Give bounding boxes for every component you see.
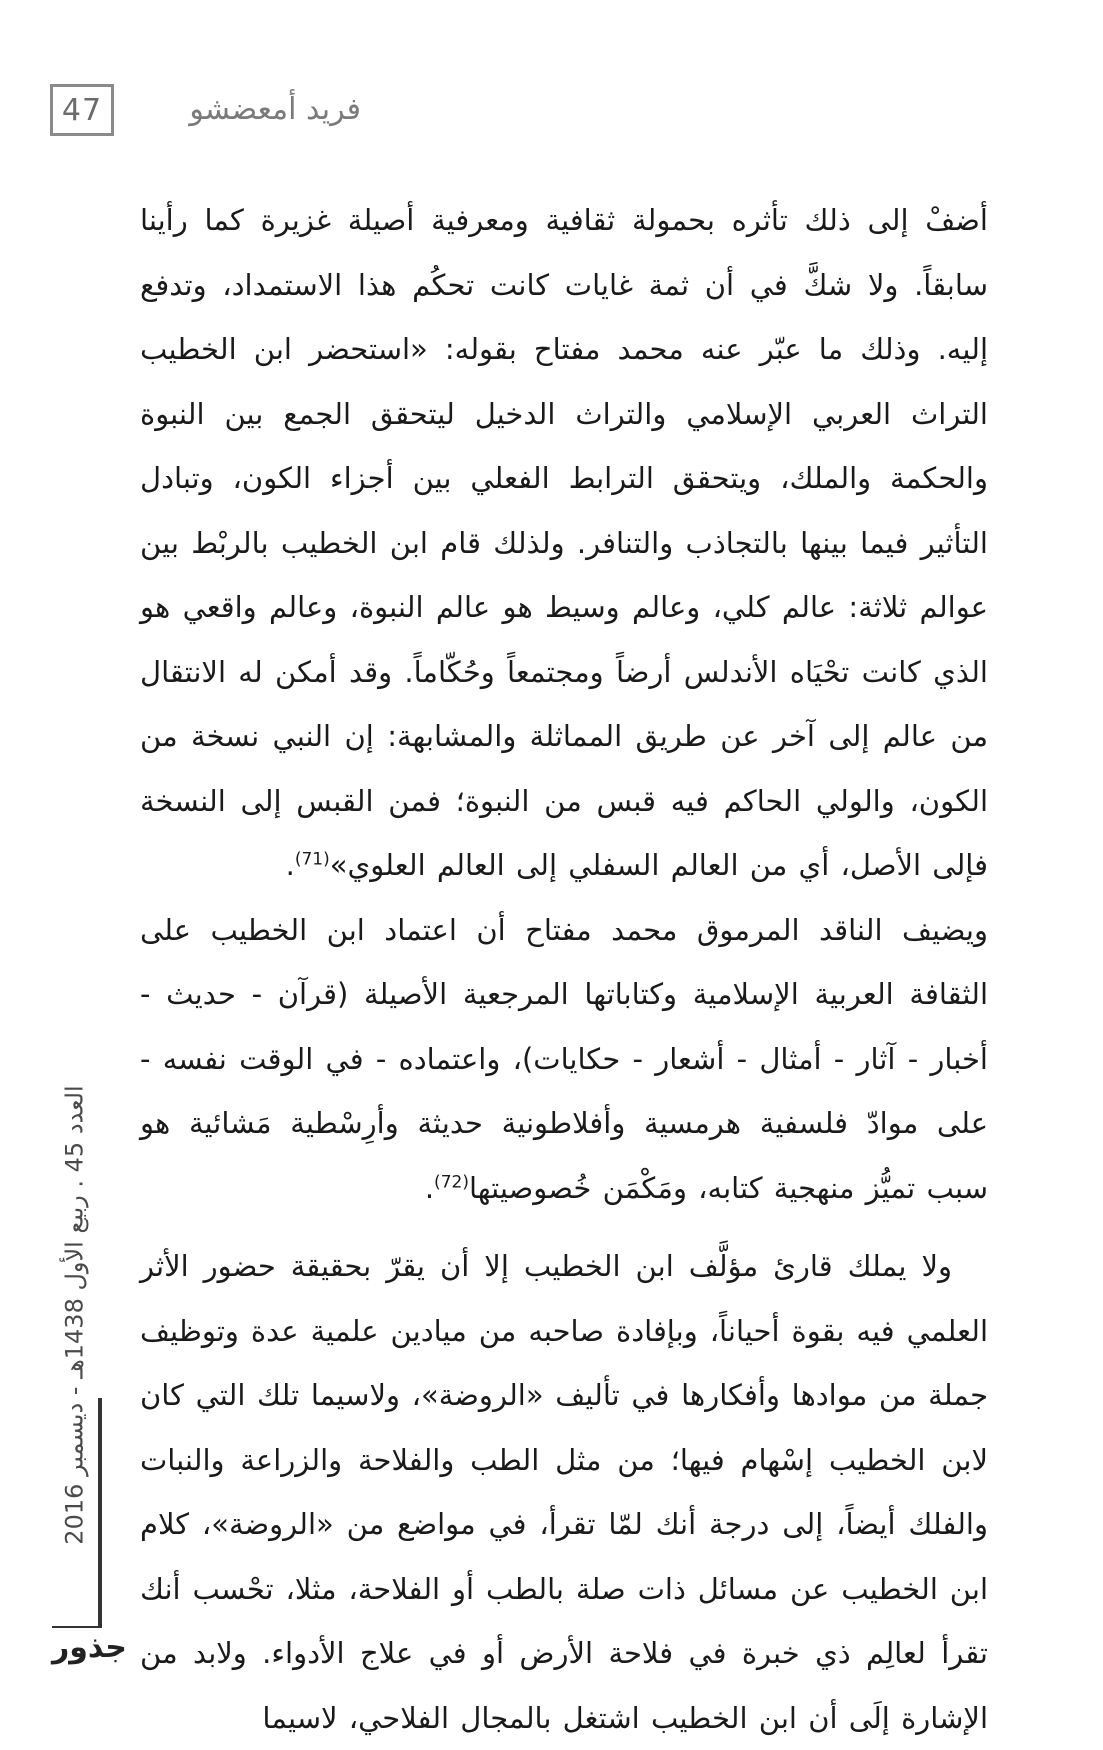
article-body bbox=[140, 188, 988, 1750]
paragraph-2-text: ويضيف الناقد المرموق محمد مفتاح أن اعتماد ابن الخطيب على الثقافة العربية الإسلامية وكتاباتها المرجعية الأصيلة (قرآن - حديث - أخبار - آثار - أمثال - أشعار - حكايات)، واعتماده - في الوقت نفسه - على موادّ فلسفية هرمسية وأفلاطونية حديثة وأرِسْطية مَشائية هو سبب تميُّز منهجية كتابه، ومَكْمَن خُصوصيتها bbox=[140, 912, 988, 1205]
footnote-ref-71: (71) bbox=[294, 849, 330, 870]
page-number: 47 bbox=[50, 84, 114, 136]
paragraph-1 bbox=[140, 188, 988, 898]
paragraph-3-text: ولا يملك قارئ مؤلَّف ابن الخطيب إلا أن يقرّ بحقيقة حضور الأثر العلمي فيه بقوة أحياناً، وبإفادة صاحبه من ميادين علمية عدة وتوظيف جملة من موادها وأفكارها في تأليف «الروضة»، ولاسيما تلك التي كان لابن الخطيب إسْهام فيها؛ من مثل الطب والفلاحة والزراعة والنبات والفلك أيضاً، إلى درجة أنك لمّا تقرأ، في مواضع من «الروضة»، كلام ابن الخطيب عن مسائل ذات صلة بالطب أو الفلاحة، مثلا، تحْسب أنك تقرأ لعالِم ذي خبرة في فلاحة الأرض أو في علاج الأدواء. ولابد من الإشارة إلَى أن ابن الخطيب اشتغل بالمجال الفلاحي، لاسيما bbox=[140, 1249, 988, 1735]
side-divider bbox=[98, 1398, 102, 1626]
issue-info-vertical bbox=[58, 1022, 92, 1608]
paragraph-3 bbox=[140, 1234, 988, 1750]
paragraph-2 bbox=[140, 898, 988, 1221]
issue-info-text: العدد 45 . ربيع الأول 1438هـ - ديسمبر 2016 bbox=[61, 1085, 89, 1545]
paragraph-1-text: أضفْ إلى ذلك تأثره بحمولة ثقافية ومعرفية أصيلة غزيرة كما رأينا سابقاً. ولا شكَّ في أن ثمة غايات كانت تحكُم هذا الاستمداد، وتدفع إليه. وذلك ما عبّر عنه محمد مفتاح بقوله: «استحضر ابن الخطيب التراث العربي الإسلامي والتراث الدخيل ليتحقق الجمع بين النبوة والحكمة والملك، ويتحقق الترابط الفعلي بين أجزاء الكون، وتبادل التأثير فيما بينها بالتجاذب والتنافر. ولذلك قام ابن الخطيب بالربْط بين عوالم ثلاثة: عالم كلي، وعالم وسيط هو عالم النبوة، وعالم واقعي هو الذي كانت تحْيَاه الأندلس أرضاً ومجتمعاً وحُكّاماً. وقد أمكن له الانتقال من عالم إلى آخر عن طريق المماثلة والمشابهة: إن النبي نسخة من الكون، والولي الحاكم فيه قبس من النبوة؛ فمن القبس إلى النسخة فإلى الأصل، أي من العالم السفلي إلى العالم العلوي» bbox=[140, 203, 988, 882]
paragraph-1-tail: . bbox=[285, 848, 295, 882]
journal-logo: جذور bbox=[52, 1630, 127, 1665]
footnote-ref-72: (72) bbox=[434, 1171, 469, 1192]
running-header-author: فريد أمعضشو bbox=[189, 92, 361, 127]
side-divider-bottom bbox=[52, 1626, 102, 1628]
paragraph-2-tail: . bbox=[424, 1170, 435, 1205]
